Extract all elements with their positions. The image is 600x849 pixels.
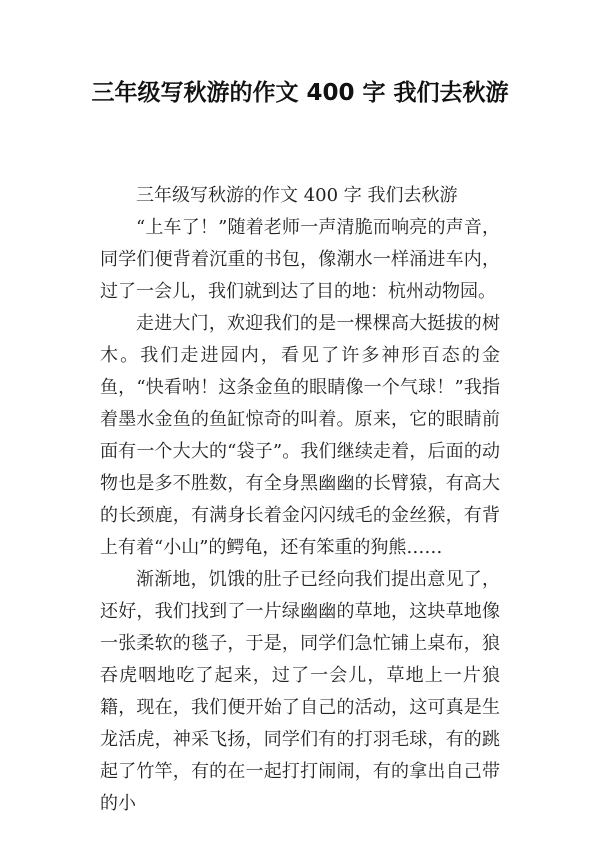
document-title: 三年级写秋游的作文 400 字 我们去秋游 [91,80,509,106]
paragraph: 走进大门，欢迎我们的是一棵棵高大挺拔的树木。我们走进园内，看见了许多神形百态的金鱼，“快看呐！这条金鱼的眼睛像一个气球！”我指着墨水金鱼的鱼缸惊奇的叫着。原来，它的眼睛前面有一个大大的“袋子”。我们继续走着，后面的动物也是多不胜数，有全身黑幽幽的长臂猿，有高大的长颈鹿，有满身长着金闪闪绒毛的金丝猴，有背上有着“小山”的鳄龟，还有笨重的狗熊…… [100,313,500,558]
paragraph: 三年级写秋游的作文 400 字 我们去秋游 [136,185,458,206]
paragraph: “上车了！”随着老师一声清脆而响亮的声音，同学们便背着沉重的书包，像潮水一样涌进车内，过了一会儿，我们就到达了目的地：杭州动物园。 [100,217,500,302]
document-body [100,180,500,820]
paragraph: 渐渐地，饥饿的肚子已经向我们提出意见了，还好，我们找到了一片绿幽幽的草地，这块草地像一张柔软的毯子，于是，同学们急忙铺上桌布，狼吞虎咽地吃了起来，过了一会儿，草地上一片狼籍，现在，我们便开始了自己的活动，这可真是生龙活虎，神采飞扬，同学们有的打羽毛球，有的跳起了竹竿，有的在一起打打闹闹，有的拿出自己带的小 [100,569,500,814]
